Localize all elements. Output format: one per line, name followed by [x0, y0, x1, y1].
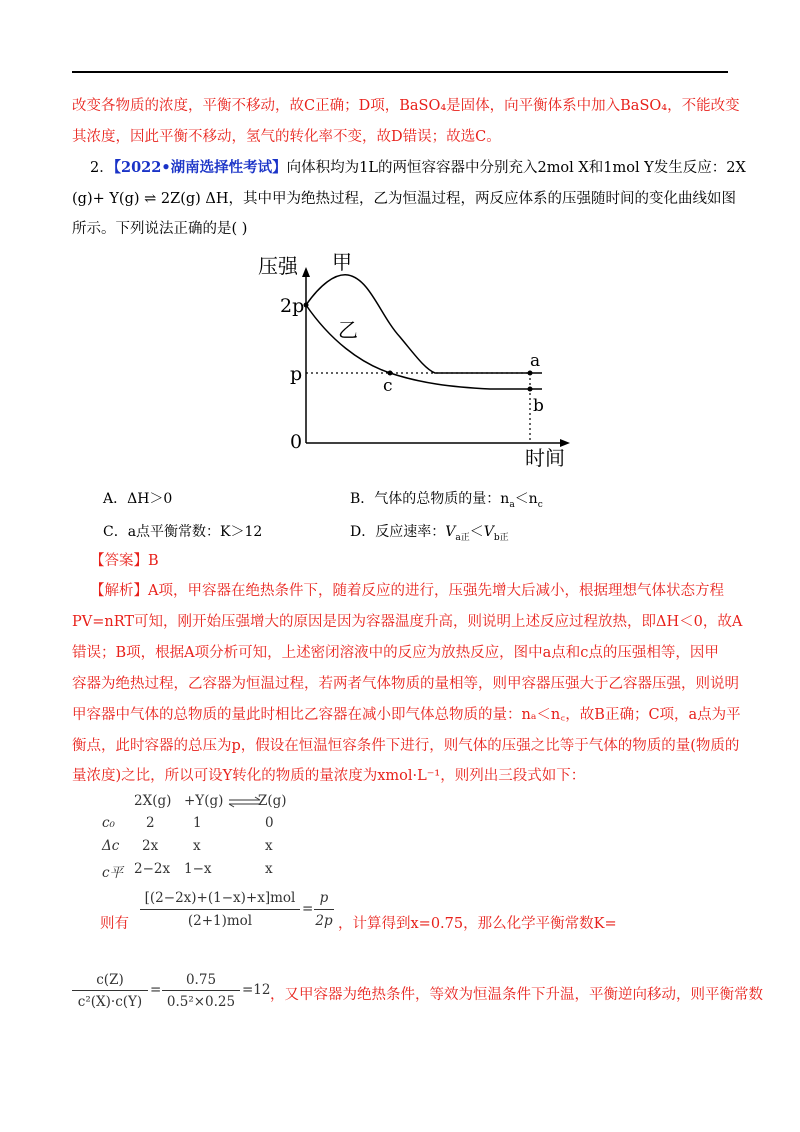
analysis-line-2: PV=nRT可知，刚开始压强增大的原因是因为容器温度升高，则说明上述反应过程放热，即ΔH＜0，故A — [72, 614, 743, 630]
analysis-line-4: 容器为绝热过程，乙容器为恒温过程，若两者气体物质的量相等，则甲容器压强大于乙容器压强，则说明 — [72, 676, 739, 692]
question-source: 【2022•湖南选择性考试】 — [113, 159, 287, 176]
x-axis-label: 时间 — [525, 446, 565, 470]
y-tick-0: 0 — [290, 431, 303, 453]
question-stem-1: 向体积均为1L的两恒容容器中分别充入2mol X和1mol Y发生反应：2X — [286, 160, 746, 176]
point-label-a: a — [530, 351, 541, 371]
point-a — [528, 371, 533, 376]
final-row: c(Z) c²(X)·c(Y) = 0.75 0.5²×0.25 =12 ，又甲容器为绝热条件，等效为恒温条件下升温，平衡逆向移动，则平衡常数 — [72, 970, 732, 1030]
equation-row: 则有 [(2−2x)+(1−x)+x]mol (2+1)mol = p 2p ，计算得到x=0.75，那么化学平衡常数K= — [100, 890, 617, 932]
answer: 【答案】B — [90, 553, 159, 569]
y-axis-arrow — [302, 267, 310, 277]
equals-sign: = — [302, 901, 314, 917]
y-tick-2p: 2p — [280, 295, 305, 317]
option-c: C．a点平衡常数：K＞12 — [103, 524, 263, 540]
equilibrium-arrow-icon — [228, 796, 262, 808]
analysis-line-7: 量浓度)之比，所以可设Y转化的物质的量浓度为xmol·L⁻¹，则列出三段式如下： — [72, 768, 586, 784]
point-label-b: b — [533, 396, 544, 416]
question-line-2: (g)+ Y(g) ⇌ 2Z(g) ΔH，其中甲为绝热过程，乙为恒温过程，两反应体系的压强随时间的变化曲线如图 — [72, 191, 737, 207]
question-number: 2． — [90, 160, 114, 176]
point-c — [388, 371, 393, 376]
fraction-bar — [140, 909, 300, 910]
question-line-3: 所示。下列说法正确的是( ) — [72, 221, 248, 237]
series-label-yi: 乙 — [338, 318, 358, 342]
top-text-line-1: 改变各物质的浓度，平衡不移动，故C正确；D项，BaSO₄是固体，向平衡体系中加入BaSO₄，不能改变 — [72, 98, 740, 114]
series-label-jia: 甲 — [332, 250, 352, 274]
point-b — [528, 387, 533, 392]
point-label-c: c — [383, 376, 393, 396]
option-b: B．气体的总物质的量：$n_a<n_c$ — [350, 491, 543, 510]
equals-sign: = — [150, 982, 162, 998]
y-tick-p: p — [290, 363, 303, 385]
analysis-line-5: 甲容器中气体的总物质的量此时相比乙容器在减小即气体总物质的量：nₐ＜n꜀，故B正确；C项，a点为平 — [72, 707, 741, 723]
question-line-1 — [90, 158, 746, 178]
y-axis-label: 压强 — [258, 254, 298, 278]
option-a: A．ΔH＞0 — [103, 491, 173, 507]
fraction-bar — [162, 990, 240, 991]
option-d: D．反应速率：$V_{a正}<V_{b正}$ — [350, 524, 509, 543]
pressure-time-chart — [250, 245, 580, 470]
header-rule — [72, 71, 728, 73]
analysis-line-3: 错误；B项，根据A项分析可知，上述密闭溶液中的反应为放热反应，图中a点和c点的压强相等，因甲 — [72, 645, 719, 661]
analysis-line-1: 【解析】A项，甲容器在绝热条件下，随着反应的进行，压强先增大后减小，根据理想气体状态方程 — [90, 583, 724, 599]
top-text-line-2: 其浓度，因此平衡不移动，氢气的转化率不变，故D错误；故选C。 — [72, 129, 501, 145]
fraction-bar — [72, 990, 148, 991]
analysis-line-6: 衡点，此时容器的总压为p，假设在恒温恒容条件下进行，则气体的压强之比等于气体的物质的量(物质的 — [72, 738, 740, 754]
fraction-bar — [314, 909, 334, 910]
